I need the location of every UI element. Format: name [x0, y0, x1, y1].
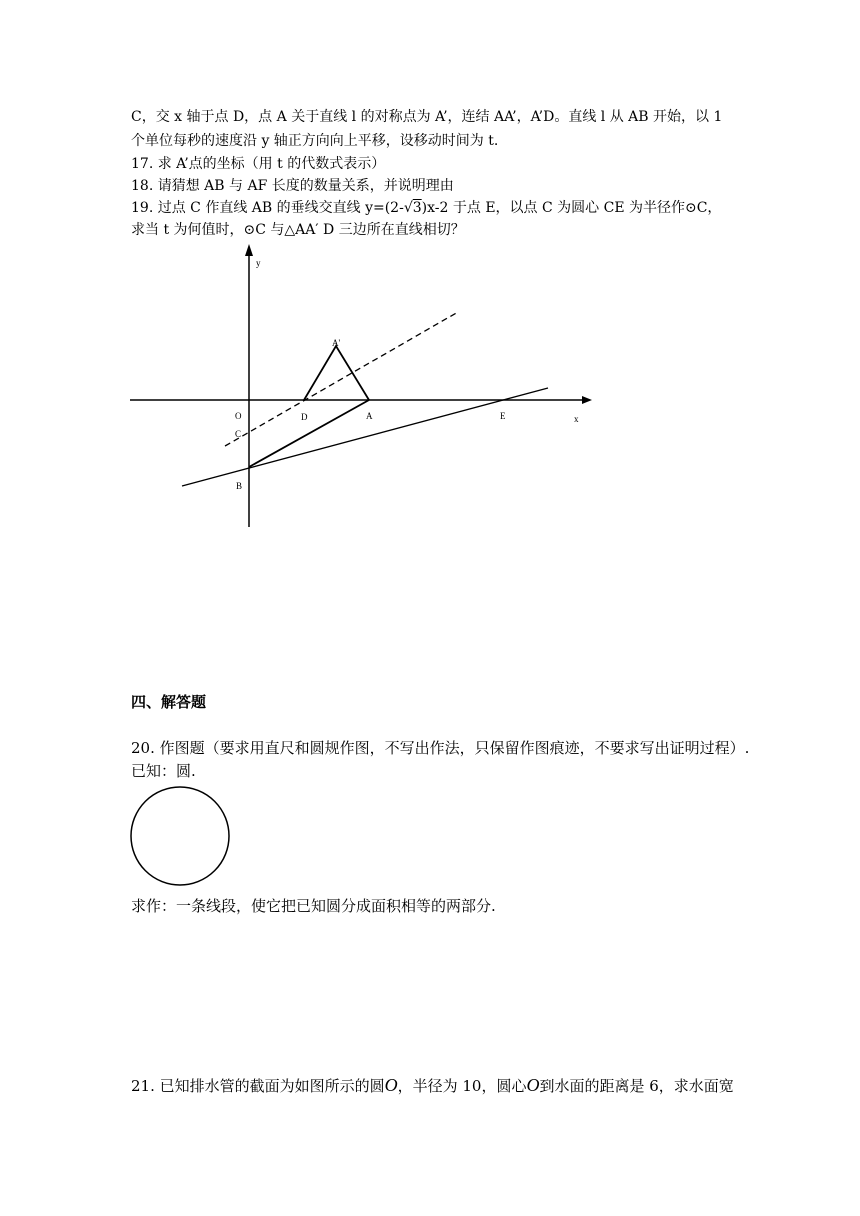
- question-21: [131, 1075, 734, 1096]
- q19-text-b: )x-2 于点 E，以点 C 为圆心 CE 为半径作⊙C，: [421, 200, 722, 216]
- sqrt-sign: √: [403, 200, 413, 216]
- y-axis-arrow: [245, 244, 253, 256]
- label-x: x: [574, 414, 579, 424]
- question-20-task: 求作：一条线段，使它把已知圆分成面积相等的两部分.: [131, 897, 496, 915]
- dashed-line-l: [225, 312, 458, 446]
- q21-o-2: O: [526, 1075, 540, 1095]
- label-c: C: [235, 429, 242, 439]
- section-4-heading: 四、解答题: [131, 693, 207, 711]
- question-18: 18. 请猜想 AB 与 AF 长度的数量关系，并说明理由: [131, 178, 454, 194]
- label-b: B: [236, 481, 243, 491]
- label-e: E: [500, 411, 506, 421]
- problem-intro-line-1: C，交 x 轴于点 D，点 A 关于直线 l 的对称点为 A’，连结 AA’，A’D。直线 l 从 AB 开始，以 1: [131, 109, 723, 125]
- x-axis-arrow: [582, 396, 592, 404]
- label-y: y: [256, 258, 261, 268]
- segment-ab: [249, 400, 369, 467]
- q21-o-1: O: [384, 1075, 398, 1095]
- q21-text-a: 21. 已知排水管的截面为如图所示的圆: [131, 1077, 385, 1095]
- problem-intro-line-2: 个单位每秒的速度沿 y 轴正方向向上平移，设移动时间为 t.: [131, 133, 499, 149]
- question-20-given: 已知：圆.: [131, 762, 196, 780]
- given-circle: [131, 787, 229, 885]
- question-19-line-2: 求当 t 为何值时，⊙C 与△AA′ D 三边所在直线相切？: [131, 222, 465, 238]
- q19-sqrt-value: 3: [412, 200, 422, 216]
- label-a: A: [366, 411, 373, 421]
- question-17: 17. 求 A’点的坐标（用 t 的代数式表示）: [131, 156, 386, 172]
- q21-text-b: ，半径为 10，圆心: [397, 1077, 527, 1095]
- q21-text-c: 到水面的距离是 6，求水面宽: [539, 1077, 734, 1095]
- label-a-prime: A': [332, 338, 341, 348]
- label-d: D: [301, 412, 308, 422]
- label-origin: O: [235, 411, 242, 421]
- q19-text-a: 19. 过点 C 作直线 AB 的垂线交直线 y=(2-: [131, 200, 404, 216]
- triangle-da-prime-a: [304, 346, 369, 400]
- coordinate-figure: [130, 244, 592, 527]
- question-20-line-1: 20. 作图题（要求用直尺和圆规作图，不写出作法，只保留作图痕迹，不要求写出证明过程）.: [131, 739, 750, 757]
